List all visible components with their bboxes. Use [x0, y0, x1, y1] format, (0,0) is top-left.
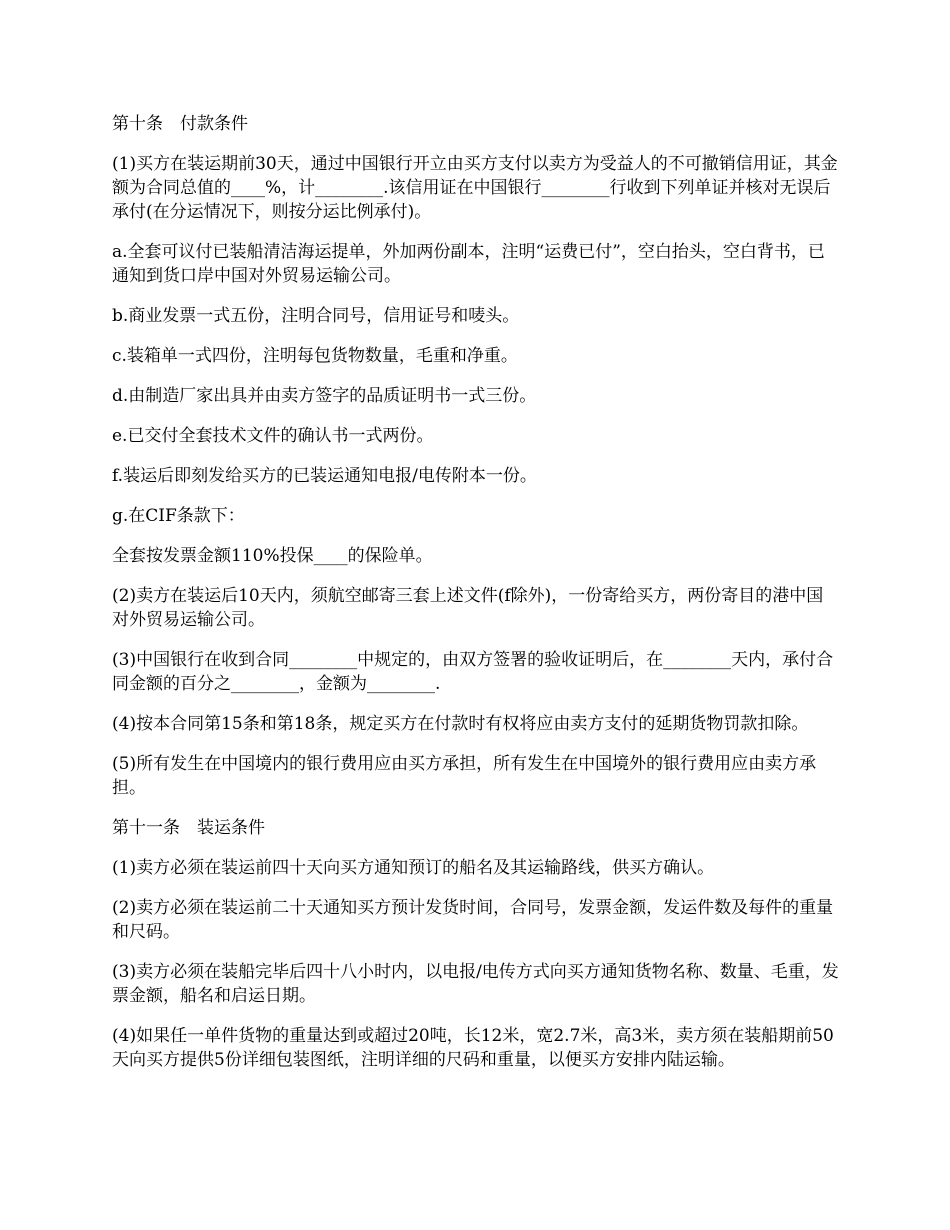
- article-11-heading: 第十一条 装运条件: [112, 818, 265, 838]
- payment-clause-5: (5)所有发生在中国境内的银行费用应由买方承担，所有发生在中国境外的银行费用应由卖方承担。: [112, 754, 817, 798]
- payment-document-b: b.商业发票一式五份，注明合同号，信用证号和唛头。: [112, 306, 520, 326]
- shipment-clause-3: (3)卖方必须在装船完毕后四十八小时内，以电报/电传方式向买方通知货物名称、数量、毛重，发票金额，船名和启运日期。: [112, 962, 839, 1006]
- payment-document-e: e.已交付全套技术文件的确认书一式两份。: [112, 426, 434, 446]
- insurance-policy-line: 全套按发票金额110%投保____的保险单。: [112, 546, 433, 566]
- shipment-clause-2: (2)卖方必须在装运前二十天通知买方预计发货时间，合同号，发票金额，发运件数及每件的重量和尺码。: [112, 898, 834, 942]
- payment-clause-2: (2)卖方在装运后10天内，须航空邮寄三套上述文件(f除外)，一份寄给买方，两份寄目的港中国对外贸易运输公司。: [112, 586, 824, 630]
- payment-document-g: g.在CIF条款下：: [112, 506, 245, 526]
- document-body: [112, 112, 840, 1088]
- payment-document-d: d.由制造厂家出具并由卖方签字的品质证明书一式三份。: [112, 386, 537, 406]
- payment-document-c: c.装箱单一式四份，注明每包货物数量，毛重和净重。: [112, 346, 518, 366]
- payment-clause-1: (1)买方在装运期前30天，通过中国银行开立由买方支付以卖方为受益人的不可撤销信用证，其金额为合同总值的____%，计________.该信用证在中国银行________行收到下列单证并核对无误后承付(在分运情况下，则按分运比例承付)。: [112, 154, 838, 222]
- payment-clause-3: (3)中国银行在收到合同________中规定的，由双方签署的验收证明后，在________天内，承付合同金额的百分之________，金额为________.: [112, 650, 834, 694]
- payment-document-a: a.全套可议付已装船清洁海运提单，外加两份副本，注明“运费已付”，空白抬头，空白背书，已通知到货口岸中国对外贸易运输公司。: [112, 242, 825, 286]
- payment-clause-4: (4)按本合同第15条和第18条，规定买方在付款时有权将应由卖方支付的延期货物罚款扣除。: [112, 714, 809, 734]
- shipment-clause-4: (4)如果任一单件货物的重量达到或超过20吨，长12米，宽2.7米，高3米，卖方须在装船期前50天向买方提供5份详细包装图纸，注明详细的尺码和重量，以便买方安排内陆运输。: [112, 1026, 834, 1070]
- payment-document-f: f.装运后即刻发给买方的已装运通知电报/电传附本一份。: [112, 466, 537, 486]
- shipment-clause-1: (1)卖方必须在装运前四十天向买方通知预订的船名及其运输路线，供买方确认。: [112, 858, 715, 878]
- article-10-heading: 第十条 付款条件: [112, 114, 248, 134]
